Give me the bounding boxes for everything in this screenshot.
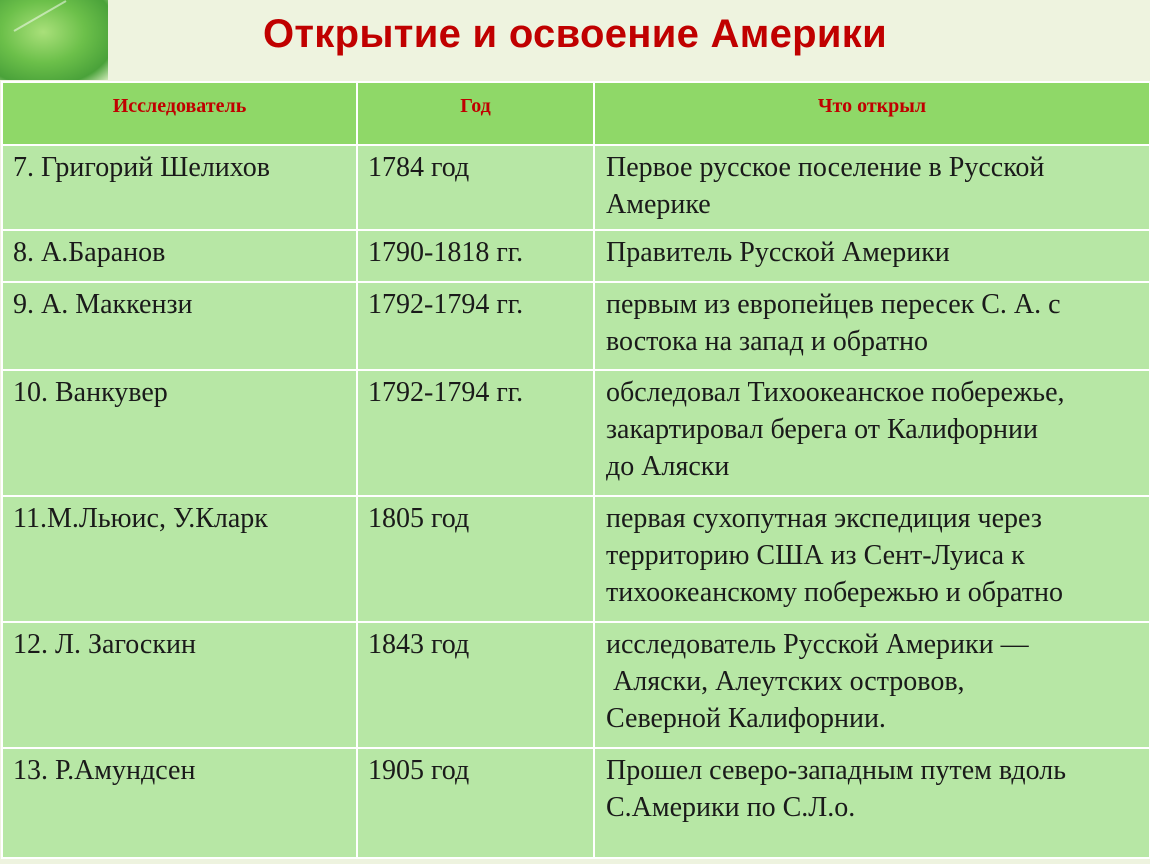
cell-explorer: 12. Л. Загоскин xyxy=(2,622,357,748)
discovery-line: закартировал берега от Калифорнии xyxy=(606,414,1038,445)
discovery-line: первая сухопутная экспедиция через xyxy=(606,503,1042,534)
header-year: Год xyxy=(357,82,594,145)
discovery-line: территорию США из Сент-Луиса к xyxy=(606,540,1025,571)
cell-year: 1784 год xyxy=(357,145,594,230)
discovery-line: Северной Калифорнии. xyxy=(606,703,886,734)
cell-year: 1843 год xyxy=(357,622,594,748)
cell-discovery xyxy=(594,282,1150,370)
cell-year: 1792-1794 гг. xyxy=(357,370,594,496)
slide-title: Открытие и освоение Америки xyxy=(262,12,888,56)
header-discovery: Что открыл xyxy=(594,82,1150,145)
discovery-line: Прошел северо-западным путем вдоль xyxy=(606,755,1066,786)
cell-explorer: 11.М.Льюис, У.Кларк xyxy=(2,496,357,622)
cell-discovery xyxy=(594,496,1150,622)
discovery-line: первым из европейцев пересек С. А. с xyxy=(606,289,1061,320)
table-row xyxy=(2,370,1150,496)
table-row xyxy=(2,496,1150,622)
table-row xyxy=(2,230,1150,282)
table-row xyxy=(2,282,1150,370)
cell-explorer: 7. Григорий Шелихов xyxy=(2,145,357,230)
table-row xyxy=(2,748,1150,858)
cell-explorer: 10. Ванкувер xyxy=(2,370,357,496)
table-row xyxy=(2,145,1150,230)
cell-discovery xyxy=(594,145,1150,230)
header-explorer: Исследователь xyxy=(2,82,357,145)
table-row xyxy=(2,622,1150,748)
table-header-row xyxy=(2,82,1150,145)
cell-year: 1792-1794 гг. xyxy=(357,282,594,370)
discovery-line: исследователь Русской Америки — xyxy=(606,629,1029,660)
explorers-table xyxy=(1,81,1150,859)
discovery-line: тихоокеанскому побережью и обратно xyxy=(606,577,1063,608)
cell-discovery xyxy=(594,622,1150,748)
cell-explorer: 9. А. Маккензи xyxy=(2,282,357,370)
discovery-line: обследовал Тихоокеанское побережье, xyxy=(606,377,1065,408)
discovery-line: востока на запад и обратно xyxy=(606,326,928,357)
discovery-line: С.Америки по С.Л.о. xyxy=(606,792,856,823)
cell-discovery xyxy=(594,748,1150,858)
cell-discovery xyxy=(594,370,1150,496)
cell-discovery xyxy=(594,230,1150,282)
cell-explorer: 13. Р.Амундсен xyxy=(2,748,357,858)
discovery-line: до Аляски xyxy=(606,451,730,482)
cell-year: 1790-1818 гг. xyxy=(357,230,594,282)
cell-explorer: 8. А.Баранов xyxy=(2,230,357,282)
discovery-line: Аляски, Алеутских островов, xyxy=(606,666,965,697)
discovery-line: Правитель Русской Америки xyxy=(606,237,950,268)
discovery-line: Америке xyxy=(606,189,711,220)
discovery-line: Первое русское поселение в Русской xyxy=(606,152,1045,183)
cell-year: 1905 год xyxy=(357,748,594,858)
cell-year: 1805 год xyxy=(357,496,594,622)
